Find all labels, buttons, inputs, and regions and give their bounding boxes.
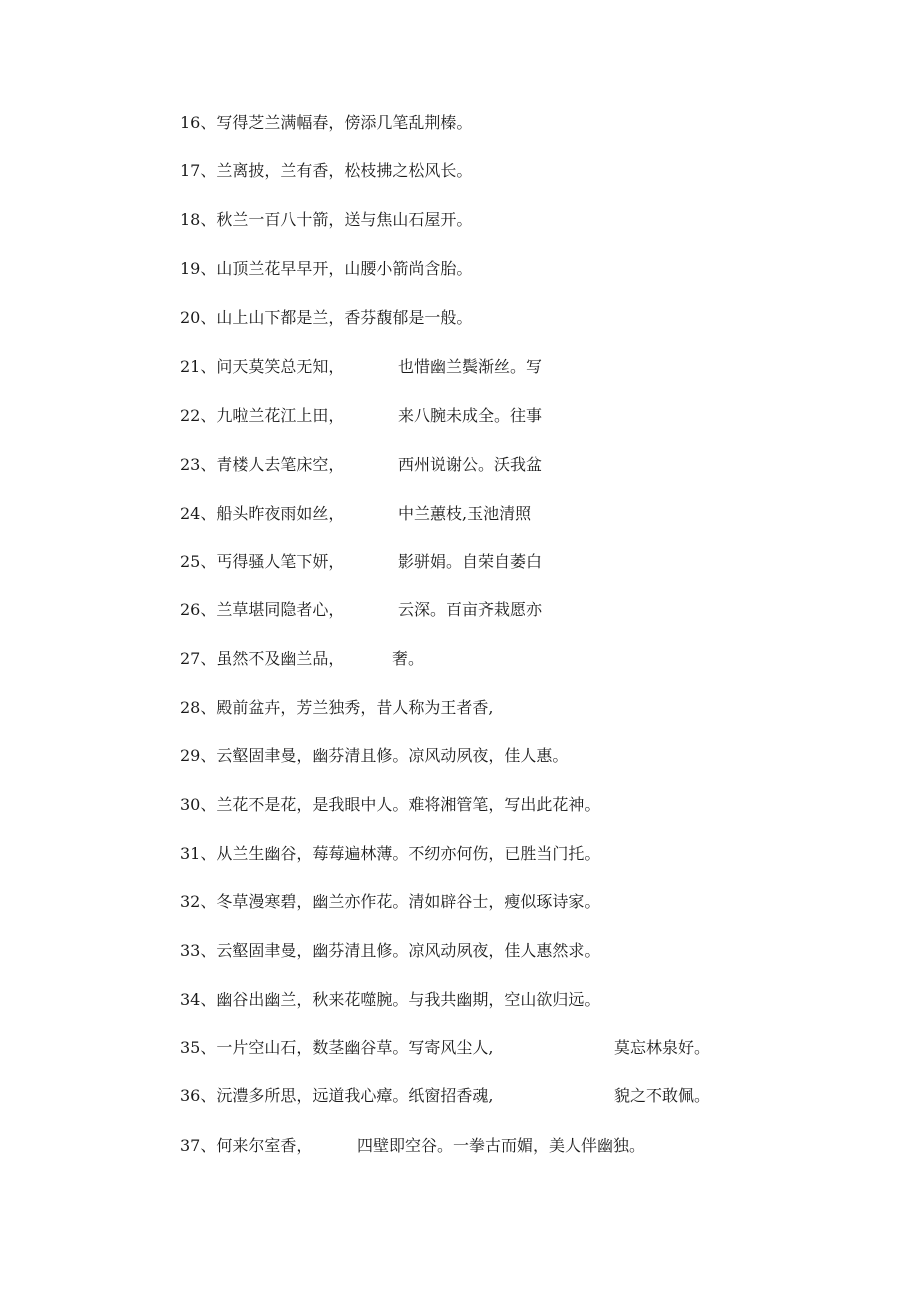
line-text: 山上山下都是兰，香芬馥郁是一般。	[216, 308, 473, 327]
line-number: 35、	[180, 1038, 217, 1057]
poem-line-27	[180, 646, 580, 672]
poem-line-16	[180, 110, 472, 136]
poem-line-36	[180, 1083, 740, 1109]
line-number: 21、	[180, 357, 217, 376]
line-text-right-column: 四壁即空谷。一拳古而媚，美人伴幽独。	[357, 1136, 646, 1155]
line-number: 27、	[180, 649, 217, 668]
poem-line-30	[180, 792, 600, 818]
poem-line-24	[180, 501, 580, 527]
line-number: 19、	[180, 259, 217, 278]
line-text: 九啦兰花江上田，	[216, 406, 345, 425]
line-text: 从兰生幽谷，莓莓遍林薄。不纫亦何伤，已胜当门托。	[216, 844, 601, 863]
poem-line-18	[180, 207, 472, 233]
line-text: 殿前盆卉，芳兰独秀，昔人称为王者香,	[216, 698, 494, 717]
line-number: 16、	[180, 113, 217, 132]
line-number: 37、	[180, 1136, 217, 1155]
line-number: 22、	[180, 406, 217, 425]
line-text: 冬草漫寒碧，幽兰亦作花。清如辟谷士，瘦似琢诗家。	[216, 892, 601, 911]
line-text: 沅澧多所思，远道我心瘴。纸窗招香魂,	[216, 1086, 494, 1105]
poem-line-22	[180, 403, 580, 429]
line-text-right-column: 西州说谢公。沃我盆	[398, 455, 543, 474]
line-number: 24、	[180, 504, 217, 523]
line-text: 写得芝兰满幅春，傍添几笔乱荆榛。	[216, 113, 473, 132]
line-text: 丐得骚人笔下妍，	[216, 552, 345, 571]
poem-line-34	[180, 987, 600, 1013]
line-text: 幽谷出幽兰，秋来花噬腕。与我共幽期，空山欲归远。	[216, 990, 601, 1009]
line-text: 何来尔室香，	[216, 1136, 313, 1155]
line-text: 一片空山石，数茎幽谷草。写寄风尘人,	[216, 1038, 494, 1057]
line-text: 虽然不及幽兰品，	[216, 649, 345, 668]
line-number: 20、	[180, 308, 217, 327]
line-text: 秋兰一百八十箭，送与焦山石屋开。	[216, 210, 473, 229]
line-number: 26、	[180, 600, 217, 619]
line-text: 云壑固聿曼，幽芬清且修。凉风动夙夜，佳人惠。	[216, 746, 569, 765]
poem-line-26	[180, 597, 580, 623]
poem-line-33	[180, 938, 600, 964]
poem-line-32	[180, 889, 600, 915]
line-text-right-column: 奢。	[392, 649, 425, 668]
line-number: 29、	[180, 746, 217, 765]
line-text-right-column: 影骈娟。自荣自萎白	[398, 552, 543, 571]
line-text: 云壑固聿曼，幽芬清且修。凉风动夙夜，佳人惠然求。	[216, 941, 601, 960]
line-text-right-column: 来八腕未成全。往事	[398, 406, 543, 425]
poem-line-21	[180, 354, 580, 380]
poem-line-37	[180, 1133, 700, 1159]
line-text-right-column: 也惜幽兰鬓渐丝。写	[398, 357, 543, 376]
line-text: 兰草堪同隐者心，	[216, 600, 345, 619]
poem-line-20	[180, 305, 472, 331]
poem-line-29	[180, 743, 568, 769]
line-number: 17、	[180, 161, 217, 180]
line-number: 31、	[180, 844, 217, 863]
line-number: 23、	[180, 455, 217, 474]
poem-line-28	[180, 695, 493, 721]
line-number: 18、	[180, 210, 217, 229]
line-number: 25、	[180, 552, 217, 571]
line-text: 问天莫笑总无知，	[216, 357, 345, 376]
line-text: 船头昨夜雨如丝，	[216, 504, 345, 523]
line-text: 青楼人去笔床空，	[216, 455, 345, 474]
poem-line-25	[180, 549, 580, 575]
line-number: 32、	[180, 892, 217, 911]
line-text-right-column: 云深。百亩齐栽愿亦	[398, 600, 543, 619]
poem-line-35	[180, 1035, 740, 1061]
poem-line-17	[180, 158, 472, 184]
line-text: 山顶兰花早早开，山腰小箭尚含胎。	[216, 259, 473, 278]
poem-line-23	[180, 452, 580, 478]
line-number: 28、	[180, 698, 217, 717]
line-number: 33、	[180, 941, 217, 960]
line-number: 36、	[180, 1086, 217, 1105]
line-text-right-column: 貌之不敢佩。	[614, 1086, 711, 1105]
poem-line-19	[180, 256, 472, 282]
line-text-right-column: 莫忘林泉好。	[614, 1038, 711, 1057]
line-number: 34、	[180, 990, 217, 1009]
line-text: 兰花不是花，是我眼中人。难将湘管笔，写出此花神。	[216, 795, 601, 814]
line-text-right-column: 中兰蕙枝,玉池清照	[398, 504, 532, 523]
poem-line-31	[180, 841, 600, 867]
line-text: 兰离披，兰有香，松枝拂之松风长。	[216, 161, 473, 180]
line-number: 30、	[180, 795, 217, 814]
